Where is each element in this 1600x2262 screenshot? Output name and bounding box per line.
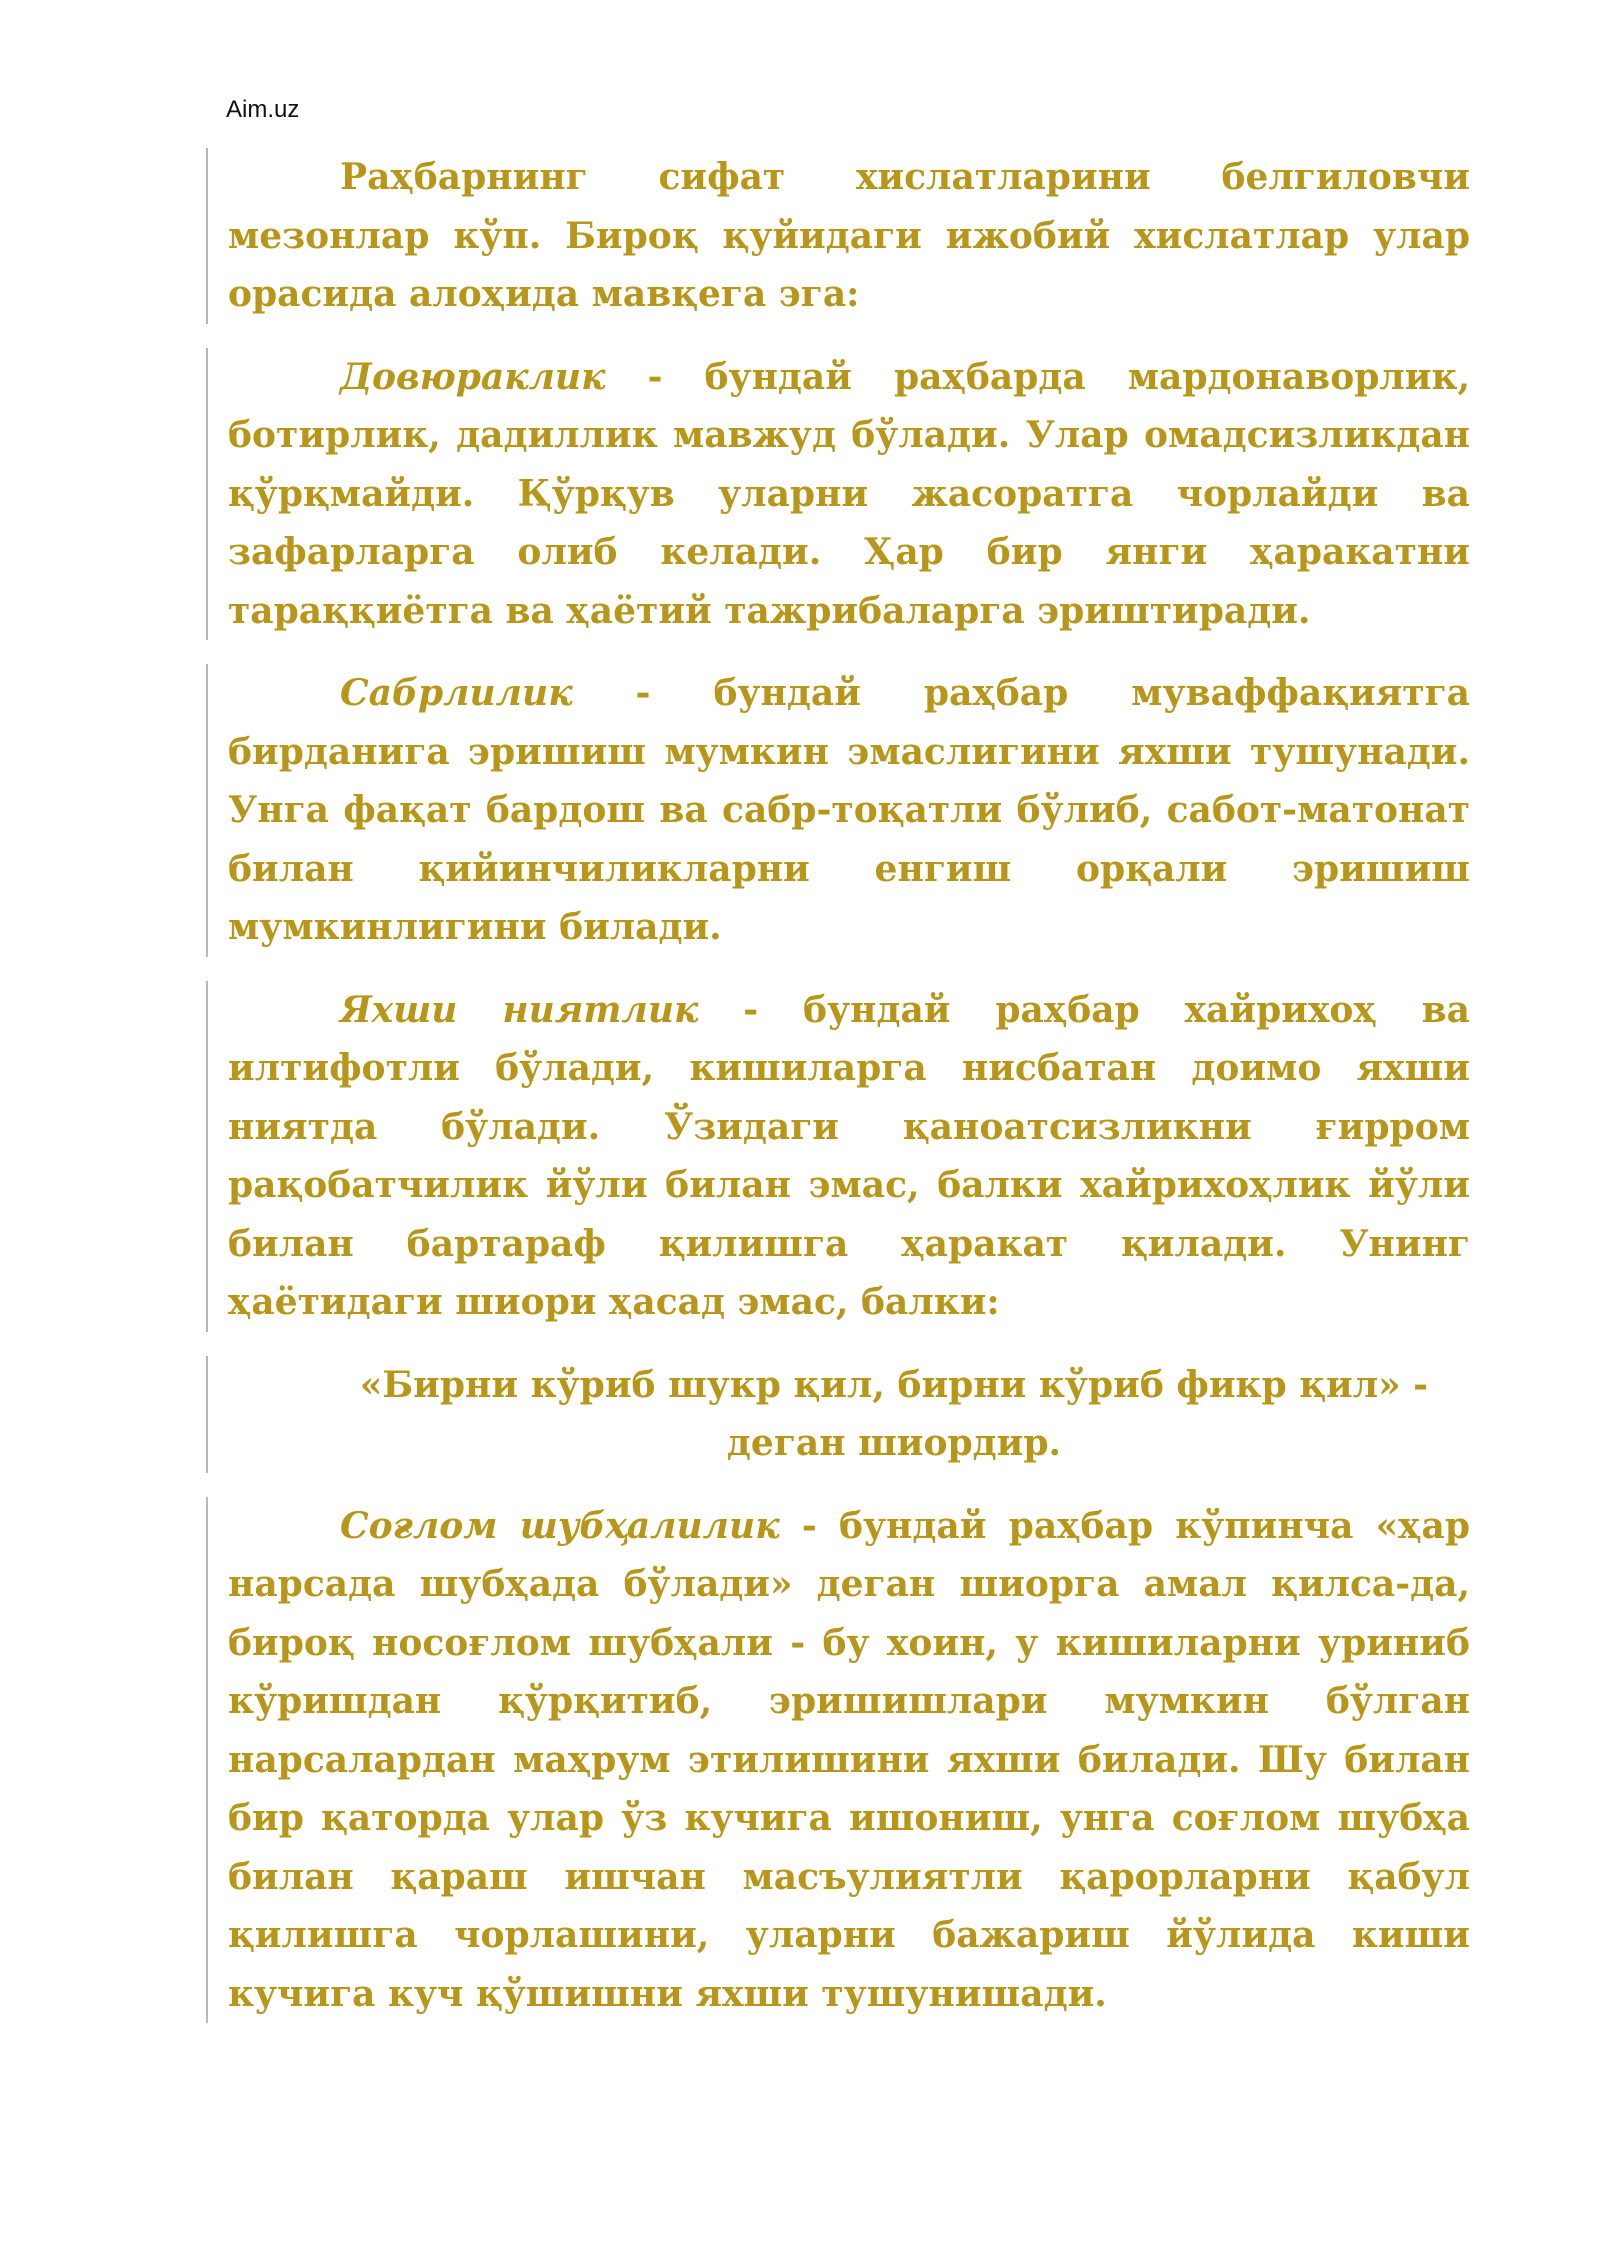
quality-text: - бундай раҳбар муваффақиятга бирданига эришиш мумкин эмаслигини яхши тушунади. Унга фақат бардош ва сабр-тоқатли бўлиб, сабот-матонат билан қийинчиликларни енгиш орқали эришиш мумкинлигини билади. [228,672,1470,948]
quality-text: - бундай раҳбарда мардонаворлик, ботирлик, дадиллик мавжуд бўлади. Улар омадсизликдан қўрқмайди. Қўрқув уларни жасоратга чорлайди ва зафарларга олиб келади. Ҳар бир янги ҳаракатни тараққиётга ва ҳаётий тажрибаларга эриштиради. [228,355,1470,632]
quality-text: - бундай раҳбар кўпинча «ҳар нарсада шубҳада бўлади» деган шиорга амал қилса-да, бироқ носоғлом шубҳали - бу хоин, у кишиларни уриниб кўришдан қўрқитиб, эришишлари мумкин бўлган нарсалардан маҳрум этилишини яхши билади. Шу билан бир қаторда улар ўз кучига ишониш, унга соғлом шубҳа билан қараш ишчан масъулиятли қарорларни қабул қилишга чорлашини, уларни бажариш йўлида киши кучига куч қўшишни яхши тушунишади. [228,1504,1471,2015]
quality-paragraph [206,981,1470,1332]
quality-paragraph [206,1497,1470,2024]
intro-text: Раҳбарнинг сифат хислатларини белгиловчи мезонлар кўп. Бироқ қуйидаги ижобий хислатлар улар орасида алоҳида мавқега эга: [228,156,1470,315]
motto-text: «Бирни кўриб шукр қил, бирни кўриб фикр қил» - деган шиордир. [359,1363,1429,1464]
quality-term: Довюраклик [340,355,606,398]
quality-paragraph [206,664,1470,957]
quality-term: Яхши ниятлик [340,988,699,1031]
quality-paragraph [206,348,1470,641]
quality-term: Сабрлилик [340,672,573,714]
document-body [206,148,1470,2047]
intro-paragraph [206,148,1470,324]
quality-term: Соғлом шубҳалилик [340,1504,780,1547]
site-header: Aim.uz [226,96,300,123]
motto-quote [206,1356,1470,1473]
quality-text: - бундай раҳбар хайрихоҳ ва илтифотли бўлади, кишиларга нисбатан доимо яхши ниятда бўлади. Ўзидаги қаноатсизликни ғирром рақобатчилик йўли билан эмас, балки хайрихоҳлик йўли билан бартараф қилишга ҳаракат қилади. Унинг ҳаётидаги шиори ҳасад эмас, балки: [228,988,1470,1323]
